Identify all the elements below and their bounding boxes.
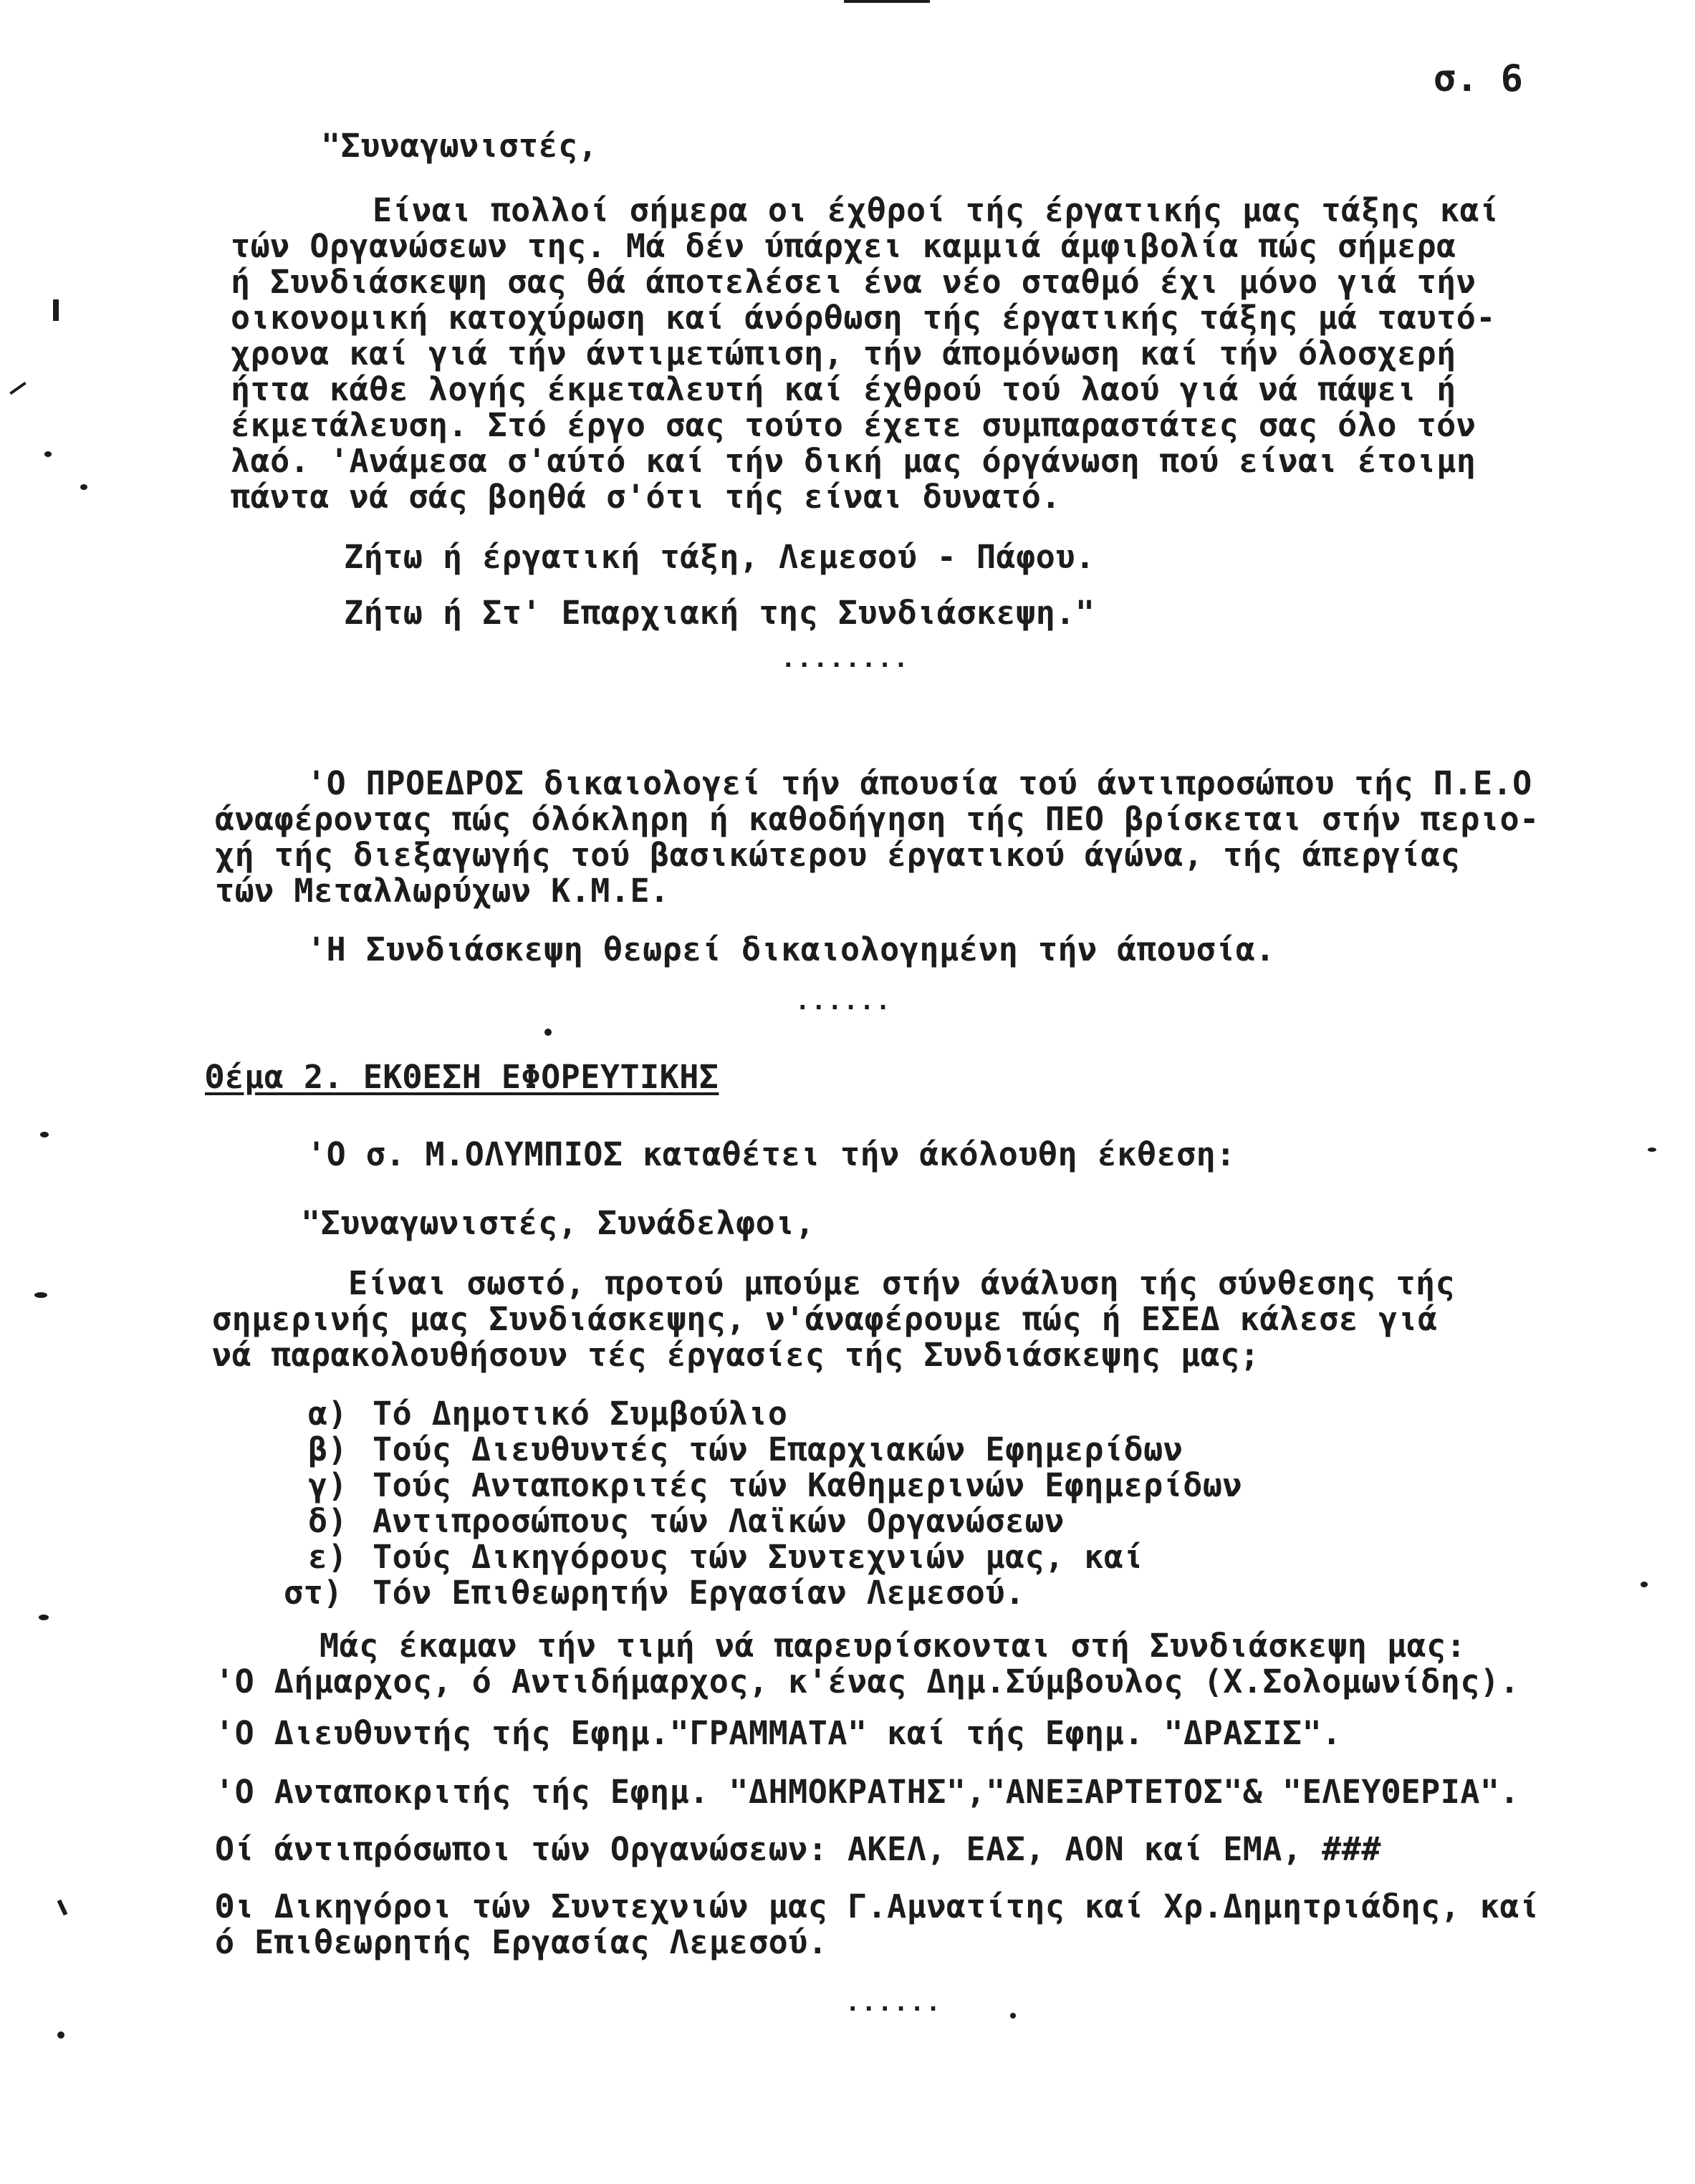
page-top-mark (844, 0, 930, 3)
paragraph-line: έκμετάλευση. Στό έργο σας τούτο έχετε συμπαραστάτες σας όλο τόν (231, 406, 1476, 444)
lawyers-line: ό Επιθεωρητής Εργασίας Λεμεσού. (215, 1923, 828, 1961)
list-item: Τούς Δικηγόρους τών Συντεχνιών μας, καί (373, 1538, 1144, 1576)
cheer-line: Ζήτω ή Στ' Επαρχιακή της Συνδιάσκεψη." (344, 594, 1095, 632)
report-salutation: "Συναγωνιστές, Συνάδελφοι, (301, 1204, 815, 1242)
list-item-marker: στ) (284, 1574, 343, 1612)
attendance-line: Οί άντιπρόσωποι τών Οργανώσεων: ΑΚΕΛ, ΕΑΣ, ΑΟΝ καί ΕΜΑ, ### (215, 1830, 1381, 1868)
paragraph-line: οικονομική κατοχύρωση καί άνόρθωση τής έργατικής τάξης μά ταυτό- (231, 299, 1496, 337)
scan-speck (40, 1132, 49, 1137)
scan-speck (44, 451, 52, 457)
paragraph-line: χρονα καί γιά τήν άντιμετώπιση, τήν άπομόνωση καί τήν όλοσχερή (231, 335, 1456, 372)
scan-speck (57, 2031, 64, 2039)
scan-speck (53, 299, 59, 321)
attendance-line: 'Ο Διευθυντής τής Εφημ."ΓΡΑΜΜΑΤΑ" καί τής Εφημ. "ΔΡΑΣΙΣ". (215, 1714, 1342, 1752)
salutation: "Συναγωνιστές, (321, 127, 598, 165)
list-item: Τούς Ανταποκριτές τών Καθημερινών Εφημερίδων (373, 1466, 1243, 1504)
page-number: σ. 6 (1433, 57, 1523, 100)
paragraph-line: ή Συνδιάσκεψη σας θά άποτελέσει ένα νέο σταθμό έχι μόνο γιά τήν (231, 263, 1476, 301)
scan-speck (1648, 1148, 1656, 1152)
paragraph-line: Είναι πολλοί σήμερα οι έχθροί τής έργατικής μας τάξης καί (373, 191, 1499, 229)
list-item: Τούς Διευθυντές τών Επαρχιακών Εφημερίδων (373, 1430, 1183, 1468)
scan-speck (80, 484, 87, 490)
scan-speck (1010, 2013, 1016, 2019)
scan-speck (57, 1900, 68, 1915)
cheer-line: Ζήτω ή έργατική τάξη, Λεμεσού - Πάφου. (344, 538, 1095, 576)
lawyers-line: Θι Δικηγόροι τών Συντεχνιών μας Γ.Αμνατίτης καί Χρ.Δημητριάδης, καί (215, 1887, 1540, 1925)
list-item: Τόν Επιθεωρητήν Εργασίαν Λεμεσού. (373, 1574, 1025, 1612)
paragraph-line: σημερινής μας Συνδιάσκεψης, ν'άναφέρουμε πώς ή ΕΣΕΔ κάλεσε γιά (212, 1300, 1438, 1338)
separator: ........ (781, 645, 910, 673)
report-intro: 'Ο σ. Μ.ΟΛΥΜΠΙΟΣ καταθέτει τήν άκόλουθη έκθεση: (307, 1135, 1236, 1173)
list-item-marker: α) (308, 1395, 348, 1433)
separator: ...... (845, 1988, 942, 2017)
paragraph-line: νά παρακολουθήσουν τές έργασίες τής Συνδιάσκεψης μας; (212, 1336, 1260, 1374)
scan-speck (34, 1292, 47, 1298)
list-item: Τό Δημοτικό Συμβούλιο (373, 1395, 788, 1433)
conference-decision: 'Η Συνδιάσκεψη θεωρεί δικαιολογημένη τήν άπουσία. (307, 930, 1276, 968)
paragraph-line: τών Μεταλλωρύχων Κ.Μ.Ε. (215, 872, 670, 910)
list-item-marker: δ) (308, 1502, 348, 1540)
separator: ...... (795, 987, 892, 1016)
scan-speck (1641, 1582, 1648, 1587)
attendance-line: 'Ο Δήμαρχος, ό Αντιδήμαρχος, κ'ένας Δημ.Σύμβουλος (Χ.Σολομωνίδης). (215, 1663, 1520, 1700)
paragraph-line: άναφέροντας πώς όλόκληρη ή καθοδήγηση τής ΠΕΟ βρίσκεται στήν περιο- (215, 800, 1540, 838)
paragraph-line: πάντα νά σάς βοηθά σ'ότι τής είναι δυνατό. (231, 478, 1061, 516)
list-item-marker: ε) (308, 1538, 348, 1576)
topic-heading: Θέμα 2. ΕΚΘΕΣΗ ΕΦΟΡΕΥΤΙΚΗΣ (205, 1058, 719, 1096)
list-item-marker: β) (308, 1430, 348, 1468)
paragraph-line: τών Οργανώσεων της. Μά δέν ύπάρχει καμμιά άμφιβολία πώς σήμερα (231, 227, 1456, 265)
list-item: Αντιπροσώπους τών Λαϊκών Οργανώσεων (373, 1502, 1065, 1540)
paragraph-line: 'Ο ΠΡΟΕΔΡΟΣ δικαιολογεί τήν άπουσία τού άντιπροσώπου τής Π.Ε.Ο (307, 764, 1532, 802)
scan-speck (544, 1029, 552, 1036)
paragraph-line: χή τής διεξαγωγής τού βασικώτερου έργατικού άγώνα, τής άπεργίας (215, 836, 1461, 874)
paragraph-line: λαό. 'Ανάμεσα σ'αύτό καί τήν δική μας όργάνωση πού είναι έτοιμη (231, 442, 1476, 480)
list-item-marker: γ) (308, 1466, 348, 1504)
attendance-intro: Μάς έκαμαν τήν τιμή νά παρευρίσκονται στή Συνδιάσκεψη μας: (320, 1627, 1466, 1665)
attendance-line: 'Ο Ανταποκριτής τής Εφημ. "ΔΗΜΟΚΡΑΤΗΣ","ΑΝΕΞΑΡΤΕΤΟΣ"& "ΕΛΕΥΘΕΡΙΑ". (215, 1773, 1520, 1811)
scan-speck (9, 382, 27, 395)
paragraph-line: Είναι σωστό, προτού μπούμε στήν άνάλυση τής σύνθεσης τής (348, 1264, 1456, 1302)
scan-speck (39, 1615, 49, 1620)
paragraph-line: ήττα κάθε λογής έκμεταλευτή καί έχθρού τού λαού γιά νά πάψει ή (231, 370, 1456, 408)
